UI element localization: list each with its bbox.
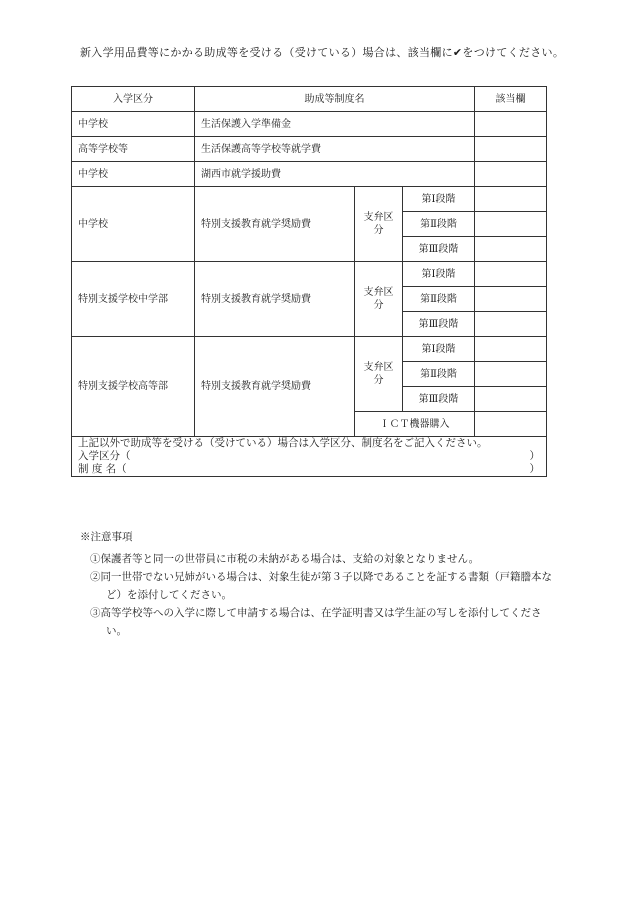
other-system-close: ） [529, 463, 541, 475]
row-system: 特別支援教育就学奨励費 [195, 262, 355, 337]
level-label: 第Ⅱ段階 [403, 287, 475, 312]
table-row [72, 112, 547, 137]
other-category-close: ） [529, 450, 541, 462]
check-cell[interactable] [475, 237, 547, 262]
level-label: 第Ⅰ段階 [403, 262, 475, 287]
check-cell[interactable] [475, 262, 547, 287]
table-row [72, 337, 547, 362]
check-cell[interactable] [475, 187, 547, 212]
check-cell[interactable] [475, 387, 547, 412]
subsidy-table [71, 86, 547, 477]
check-cell[interactable] [475, 137, 547, 162]
row-category: 中学校 [72, 112, 195, 137]
table-header-row [72, 87, 547, 112]
row-category: 特別支援学校中学部 [72, 262, 195, 337]
check-cell[interactable] [475, 312, 547, 337]
header-check: 該当欄 [475, 87, 547, 112]
note-item: ②同一世帯でない兄姉がいる場合は、対象生徒が第３子以降であることを証する書類（戸籍謄本など）を添付してください。 [90, 571, 552, 601]
row-system: 湖西市就学援助費 [195, 162, 475, 187]
check-cell[interactable] [475, 287, 547, 312]
other-system-label: 制 度 名（ [78, 463, 127, 475]
note-item: ①保護者等と同一の世帯員に市税の未納がある場合は、支給の対象となりません。 [90, 553, 480, 565]
check-cell[interactable] [475, 212, 547, 237]
note-item: ③高等学校等への入学に際して申請する場合は、在学証明書又は学生証の写しを添付してください。 [90, 607, 542, 637]
other-category-line[interactable] [78, 450, 540, 463]
intro-text: 新入学用品費等にかかる助成等を受ける（受けている）場合は、該当欄に✔をつけてください。 [80, 46, 565, 59]
ict-label: ＩＣＴ機器購入 [355, 412, 475, 437]
level-label: 第Ⅰ段階 [403, 337, 475, 362]
level-label: 第Ⅲ段階 [403, 387, 475, 412]
row-system: 生活保護高等学校等就学費 [195, 137, 475, 162]
check-cell[interactable] [475, 362, 547, 387]
other-row [72, 437, 547, 477]
check-cell[interactable] [475, 337, 547, 362]
division-label: 支弁区分 [355, 337, 403, 412]
check-cell[interactable] [475, 162, 547, 187]
division-label: 支弁区分 [355, 262, 403, 337]
level-label: 第Ⅱ段階 [403, 362, 475, 387]
level-label: 第Ⅲ段階 [403, 237, 475, 262]
other-category-label: 入学区分（ [78, 450, 131, 462]
row-system: 生活保護入学準備金 [195, 112, 475, 137]
row-system: 特別支援教育就学奨励費 [195, 337, 355, 437]
header-system: 助成等制度名 [195, 87, 475, 112]
level-label: 第Ⅱ段階 [403, 212, 475, 237]
table-row [72, 162, 547, 187]
other-text: 上記以外で助成等を受ける（受けている）場合は入学区分、制度名をご記入ください。 [78, 437, 488, 449]
check-cell[interactable] [475, 412, 547, 437]
row-system: 特別支援教育就学奨励費 [195, 187, 355, 262]
table-row [72, 187, 547, 212]
notes-section [80, 528, 560, 640]
check-cell[interactable] [475, 112, 547, 137]
table-row [72, 262, 547, 287]
header-category: 入学区分 [72, 87, 195, 112]
table-row [72, 137, 547, 162]
level-label: 第Ⅲ段階 [403, 312, 475, 337]
other-cell [72, 437, 547, 477]
division-label: 支弁区分 [355, 187, 403, 262]
notes-title: ※注意事項 [80, 531, 133, 543]
other-system-line[interactable] [78, 463, 540, 476]
row-category: 中学校 [72, 187, 195, 262]
row-category: 特別支援学校高等部 [72, 337, 195, 437]
level-label: 第Ⅰ段階 [403, 187, 475, 212]
row-category: 中学校 [72, 162, 195, 187]
row-category: 高等学校等 [72, 137, 195, 162]
